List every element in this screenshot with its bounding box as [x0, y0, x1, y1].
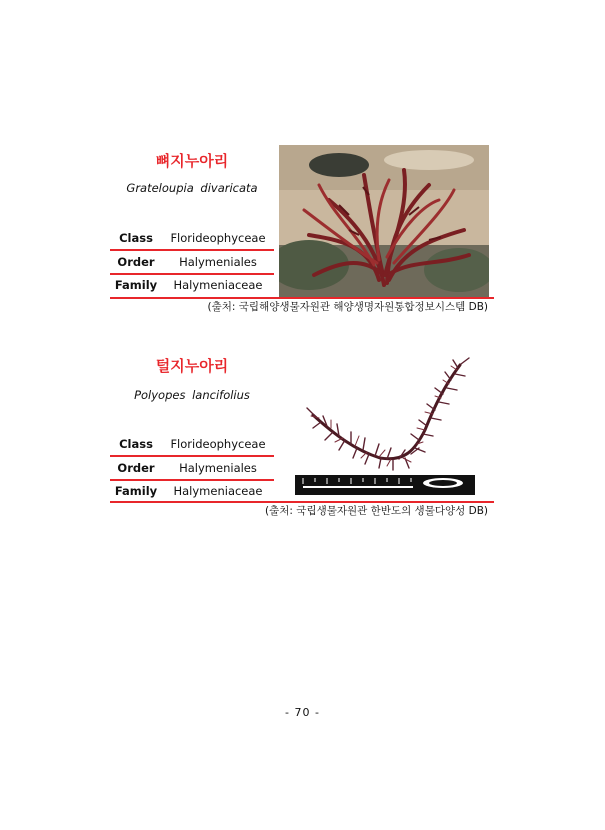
photo-source: (출처: 국립생물자원관 한반도의 생물다양성 DB) — [265, 505, 488, 517]
page-number: - 70 - — [285, 706, 320, 719]
specimen-photo — [295, 350, 475, 500]
taxonomy-row-family — [110, 273, 274, 297]
photo-source: (출처: 국립해양생물자원관 해양생명자원통합정보시스템 DB) — [207, 301, 488, 313]
korean-name: 털지누아리 — [155, 357, 229, 375]
taxonomy-value: Halymeniales — [179, 460, 257, 475]
taxonomy-table — [110, 226, 274, 297]
taxonomy-value: Halymeniaceae — [173, 484, 263, 498]
seaweed-photo-image — [279, 145, 489, 297]
taxonomy-value: Halymeniales — [179, 254, 257, 269]
taxonomy-value: Florideophyceae — [170, 231, 266, 245]
scientific-name: Polyopes lancifolius — [134, 388, 250, 402]
taxonomy-row-class — [110, 226, 274, 250]
taxonomy-value: Halymeniaceae — [173, 278, 263, 292]
scientific-name: Grateloupia divaricata — [126, 181, 258, 195]
specimen-photo — [279, 145, 489, 297]
taxonomy-label: Class — [119, 437, 153, 451]
taxonomy-label: Order — [117, 254, 155, 269]
taxonomy-row-class — [110, 432, 274, 456]
taxonomy-row-family — [110, 479, 274, 503]
taxonomy-label: Family — [114, 278, 158, 292]
taxonomy-row-order — [110, 456, 274, 480]
taxonomy-value: Florideophyceae — [170, 437, 266, 451]
taxonomy-row-order — [110, 250, 274, 274]
taxonomy-table — [110, 432, 274, 503]
korean-name: 뼈지누아리 — [155, 152, 229, 170]
taxonomy-label: Order — [117, 460, 155, 475]
taxonomy-label: Family — [114, 484, 158, 498]
seaweed-specimen-image — [295, 350, 475, 500]
taxonomy-label: Class — [119, 231, 153, 245]
